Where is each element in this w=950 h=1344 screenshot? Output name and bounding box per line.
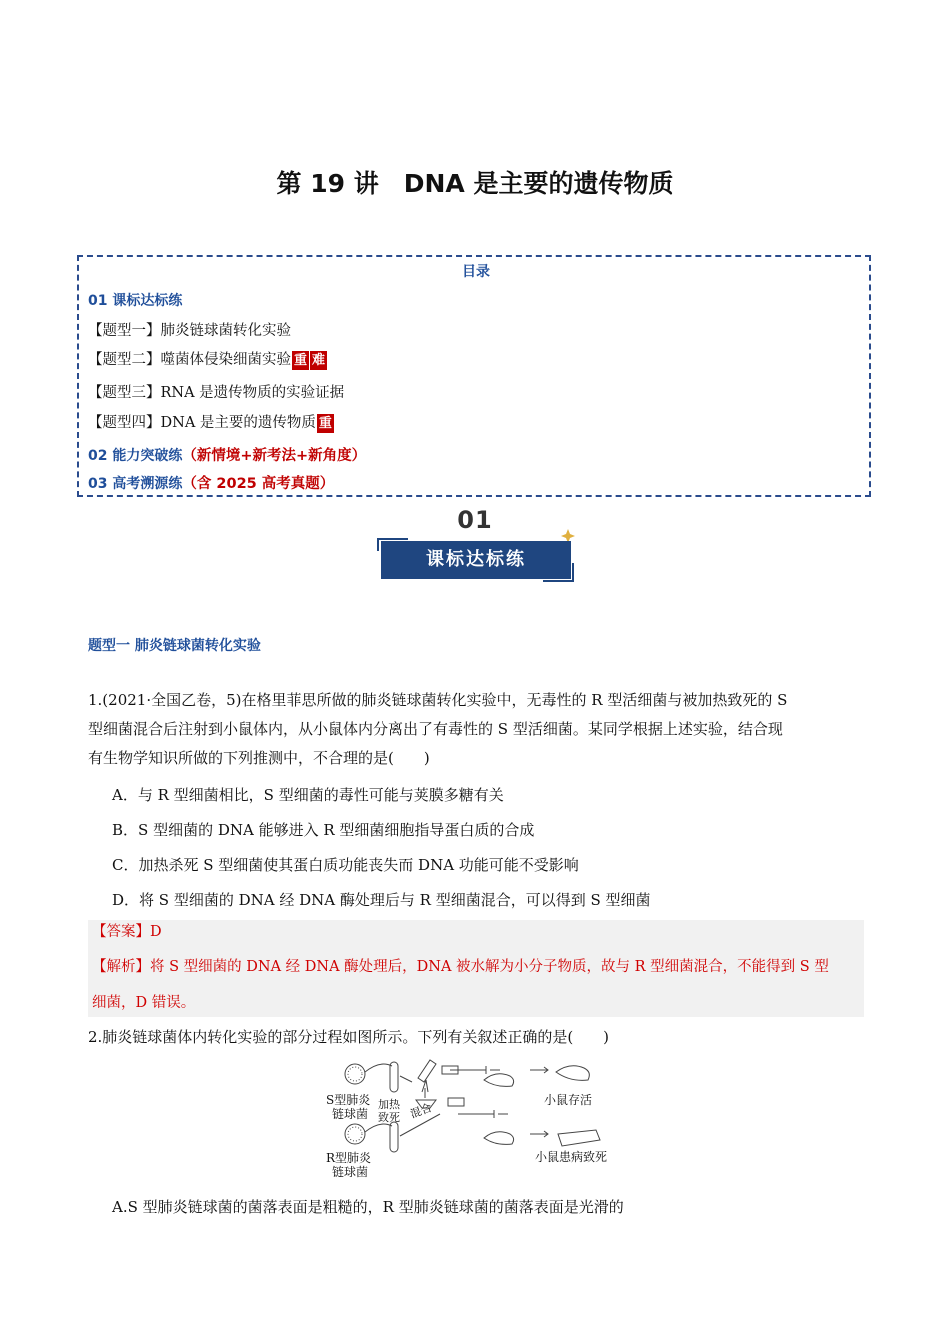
answer-value: D (150, 924, 162, 940)
badge-key: 重 (294, 353, 308, 368)
analysis-line1: 将 S 型细菌的 DNA 经 DNA 酶处理后，DNA 被水解为小分子物质，故与 R 型细菌混合，不能得到 S 型 (150, 959, 829, 975)
toc-link-type1[interactable]: 【题型一】肺炎链球菌转化实验 (88, 323, 291, 339)
q1-answer (92, 915, 860, 950)
label-mix: 混合 (408, 1101, 434, 1121)
mouse-alive (556, 1066, 589, 1081)
q1-option-d: D．将 S 型细菌的 DNA 经 DNA 酶处理后与 R 型细菌混合，可以得到 S 型细菌 (112, 891, 651, 909)
page-title: 第 19 讲 DNA 是主要的遗传物质 (276, 169, 674, 198)
label-r-bacteria-1: R型肺炎 (326, 1151, 372, 1165)
toc-type2-label: 【题型二】噬菌体侵染细菌实验 (88, 352, 291, 368)
type-heading: 题型一 肺炎链球菌转化实验 (88, 638, 261, 654)
q1-stem-line1: 1.(2021·全国乙卷，5)在格里菲思所做的肺炎链球菌转化实验中，无毒性的 R 型活细菌与被加热致死的 S (88, 691, 788, 709)
toc-link-type3[interactable]: 【题型三】RNA 是遗传物质的实验证据 (88, 385, 345, 401)
q1-stem-line2: 型细菌混合后注射到小鼠体内，从小鼠体内分离出了有毒性的 S 型活细菌。某同学根据上述实验，结合现 (88, 720, 783, 738)
toc-link-type2[interactable] (88, 348, 327, 370)
section-number: 01 (457, 506, 493, 534)
experiment-diagram (300, 1058, 630, 1184)
toc-type4-label: 【题型四】DNA 是主要的遗传物质 (88, 415, 316, 431)
r-test-tube (390, 1122, 398, 1152)
q2-option-a: A.S 型肺炎链球菌的菌落表面是粗糙的，R 型肺炎链球菌的菌落表面是光滑的 (112, 1198, 624, 1216)
toc-link-sec3[interactable] (88, 472, 334, 493)
mouse-dead (558, 1130, 600, 1146)
heated-tube (418, 1060, 436, 1082)
toc-link-sec2[interactable] (88, 444, 366, 465)
q1-stem-line3: 有生物学知识所做的下列推测中，不合理的是( ) (88, 749, 430, 767)
label-mouse-survive: 小鼠存活 (544, 1093, 593, 1107)
mouse-1 (484, 1074, 514, 1087)
toc-heading: 目录 (462, 264, 490, 280)
s-test-tube (390, 1062, 398, 1092)
toc-sec3-note: （含 2025 高考真题） (182, 476, 335, 492)
q1-analysis (92, 950, 860, 985)
label-heat-1: 加热 (378, 1098, 400, 1111)
q1-option-a: A．与 R 型细菌相比，S 型细菌的毒性可能与荚膜多糖有关 (112, 786, 504, 804)
toc-link-type4[interactable] (88, 411, 334, 433)
badge-hard: 难 (312, 353, 326, 368)
q1-option-b: B．S 型细菌的 DNA 能够进入 R 型细菌细胞指导蛋白质的合成 (112, 821, 535, 839)
q1-analysis-line2: 细菌，D 错误。 (92, 995, 196, 1011)
label-s-bacteria-1: S型肺炎 (326, 1093, 371, 1107)
q2-stem: 2.肺炎链球菌体内转化实验的部分过程如图所示。下列有关叙述正确的是( ) (88, 1028, 610, 1046)
toc-sec2-note: （新情境+新考法+新角度） (182, 448, 367, 464)
section-banner: 课标达标练 (381, 541, 571, 579)
label-r-bacteria-2: 链球菌 (332, 1165, 369, 1179)
answer-label: 【答案】 (92, 924, 150, 940)
table-of-contents (77, 255, 871, 497)
label-mouse-die: 小鼠患病致死 (535, 1150, 608, 1164)
mouse-2 (484, 1132, 514, 1145)
q1-option-c: C．加热杀死 S 型细菌使其蛋白质功能丧失而 DNA 功能可能不受影响 (112, 856, 579, 874)
badge-key: 重 (318, 416, 332, 431)
toc-link-sec1[interactable]: 01 课标达标练 (88, 293, 183, 309)
toc-sec3-num: 03 高考溯源练 (88, 476, 183, 492)
analysis-label: 【解析】 (92, 959, 150, 975)
label-heat-2: 致死 (378, 1111, 400, 1124)
toc-sec2-num: 02 能力突破练 (88, 448, 183, 464)
label-s-bacteria-2: 链球菌 (332, 1107, 369, 1121)
